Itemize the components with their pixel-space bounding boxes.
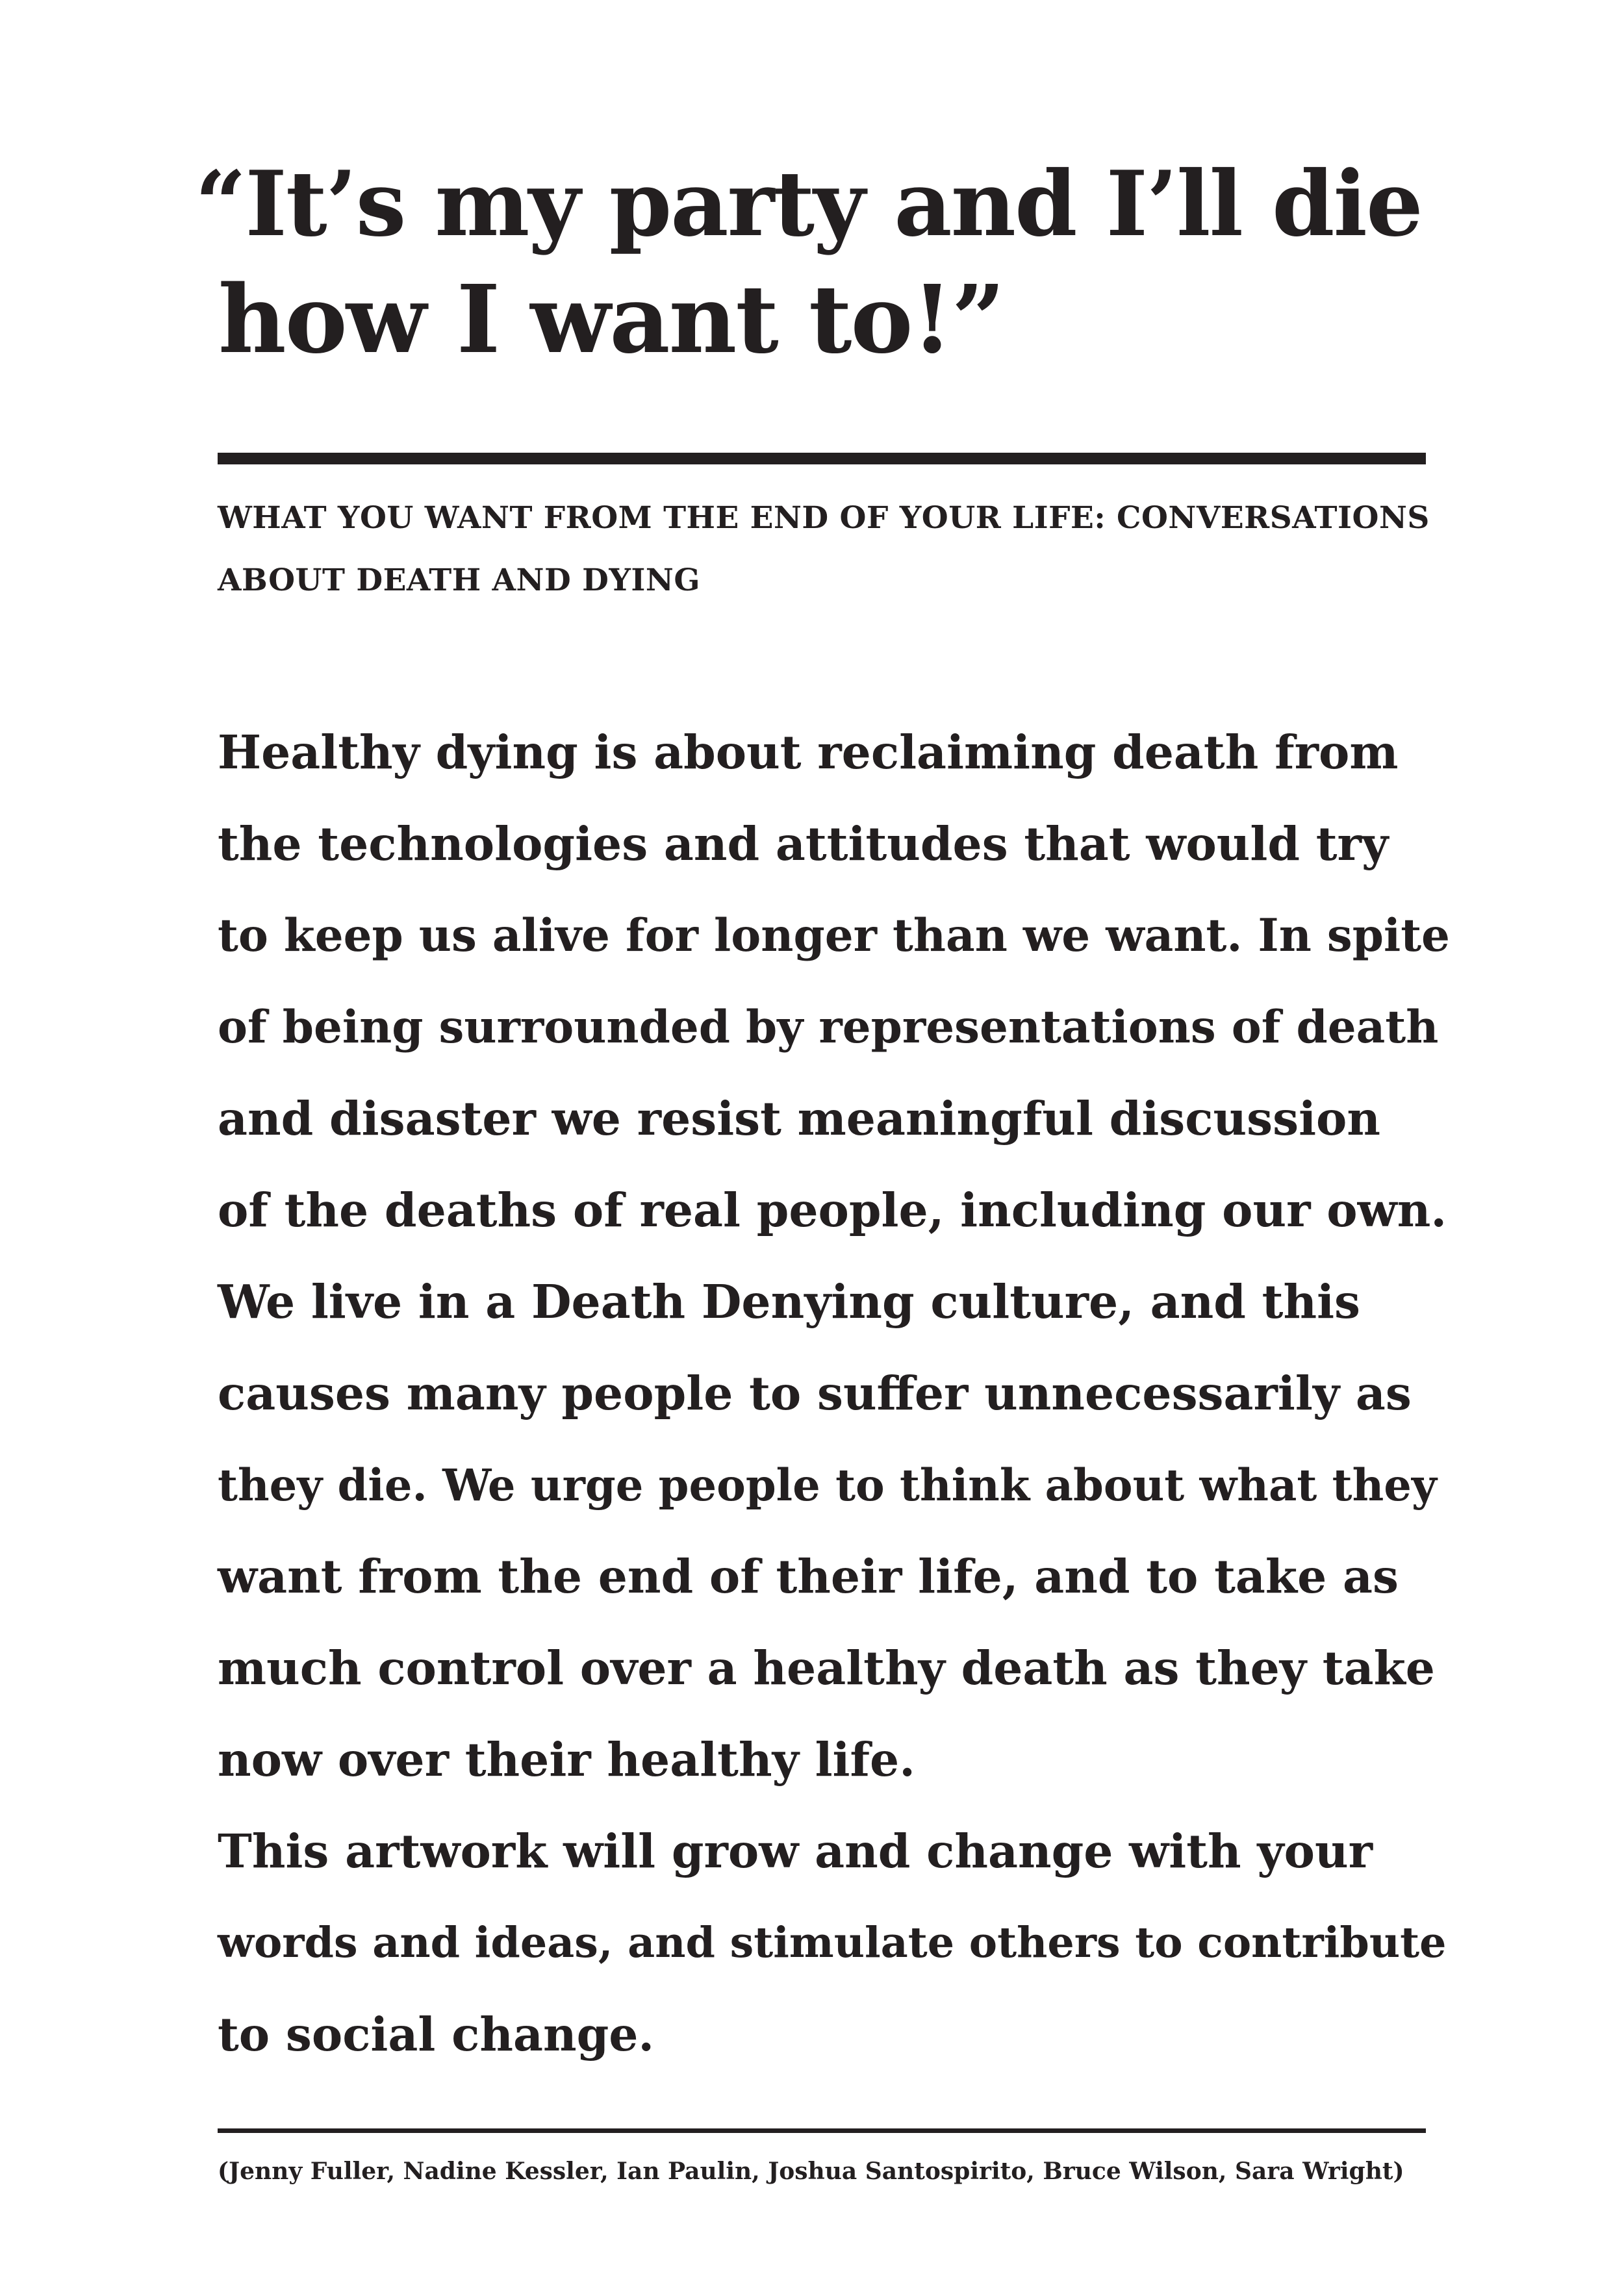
title-line-2: how I want to!”	[218, 264, 1004, 374]
body-line: they die. We urge people to think about what they	[218, 1459, 1437, 1511]
top-divider	[218, 453, 1426, 464]
body-paragraph	[218, 707, 1452, 2080]
poster-title	[195, 146, 1429, 377]
body-line: want from the end of their life, and to take as	[218, 1549, 1399, 1604]
body-line: of the deaths of real people, including our own.	[218, 1183, 1447, 1237]
body-line: and disaster we resist meaningful discussion	[218, 1091, 1381, 1146]
body-line: words and ideas, and stimulate others to contribute	[218, 1918, 1447, 1967]
subtitle-line-2: ABOUT DEATH AND DYING	[218, 562, 700, 598]
body-line: now over their healthy life.	[218, 1732, 915, 1787]
body-line: This artwork will grow and change with your	[218, 1824, 1373, 1878]
subtitle-line-1: WHAT YOU WANT FROM THE END OF YOUR LIFE: CONVERSATIONS	[218, 500, 1430, 536]
body-line: of being surrounded by representations of death	[218, 1001, 1439, 1053]
body-line: to keep us alive for longer than we want. In spite	[218, 909, 1450, 962]
body-line: the technologies and attitudes that would try	[218, 816, 1389, 871]
title-line-1: “It’s my party and I’ll die	[195, 151, 1422, 257]
bottom-divider	[218, 2128, 1426, 2133]
body-line: We live in a Death Denying culture, and this	[218, 1274, 1361, 1329]
credits: (Jenny Fuller, Nadine Kessler, Ian Paulin, Joshua Santospirito, Bruce Wilson, Sara Wright)	[218, 2158, 1404, 2185]
body-line: much control over a healthy death as they take	[218, 1641, 1435, 1695]
body-line: Healthy dying is about reclaiming death from	[218, 725, 1399, 779]
subtitle	[218, 487, 1439, 612]
body-line: causes many people to suffer unnecessarily as	[218, 1366, 1412, 1420]
body-line: to social change.	[218, 2007, 655, 2062]
